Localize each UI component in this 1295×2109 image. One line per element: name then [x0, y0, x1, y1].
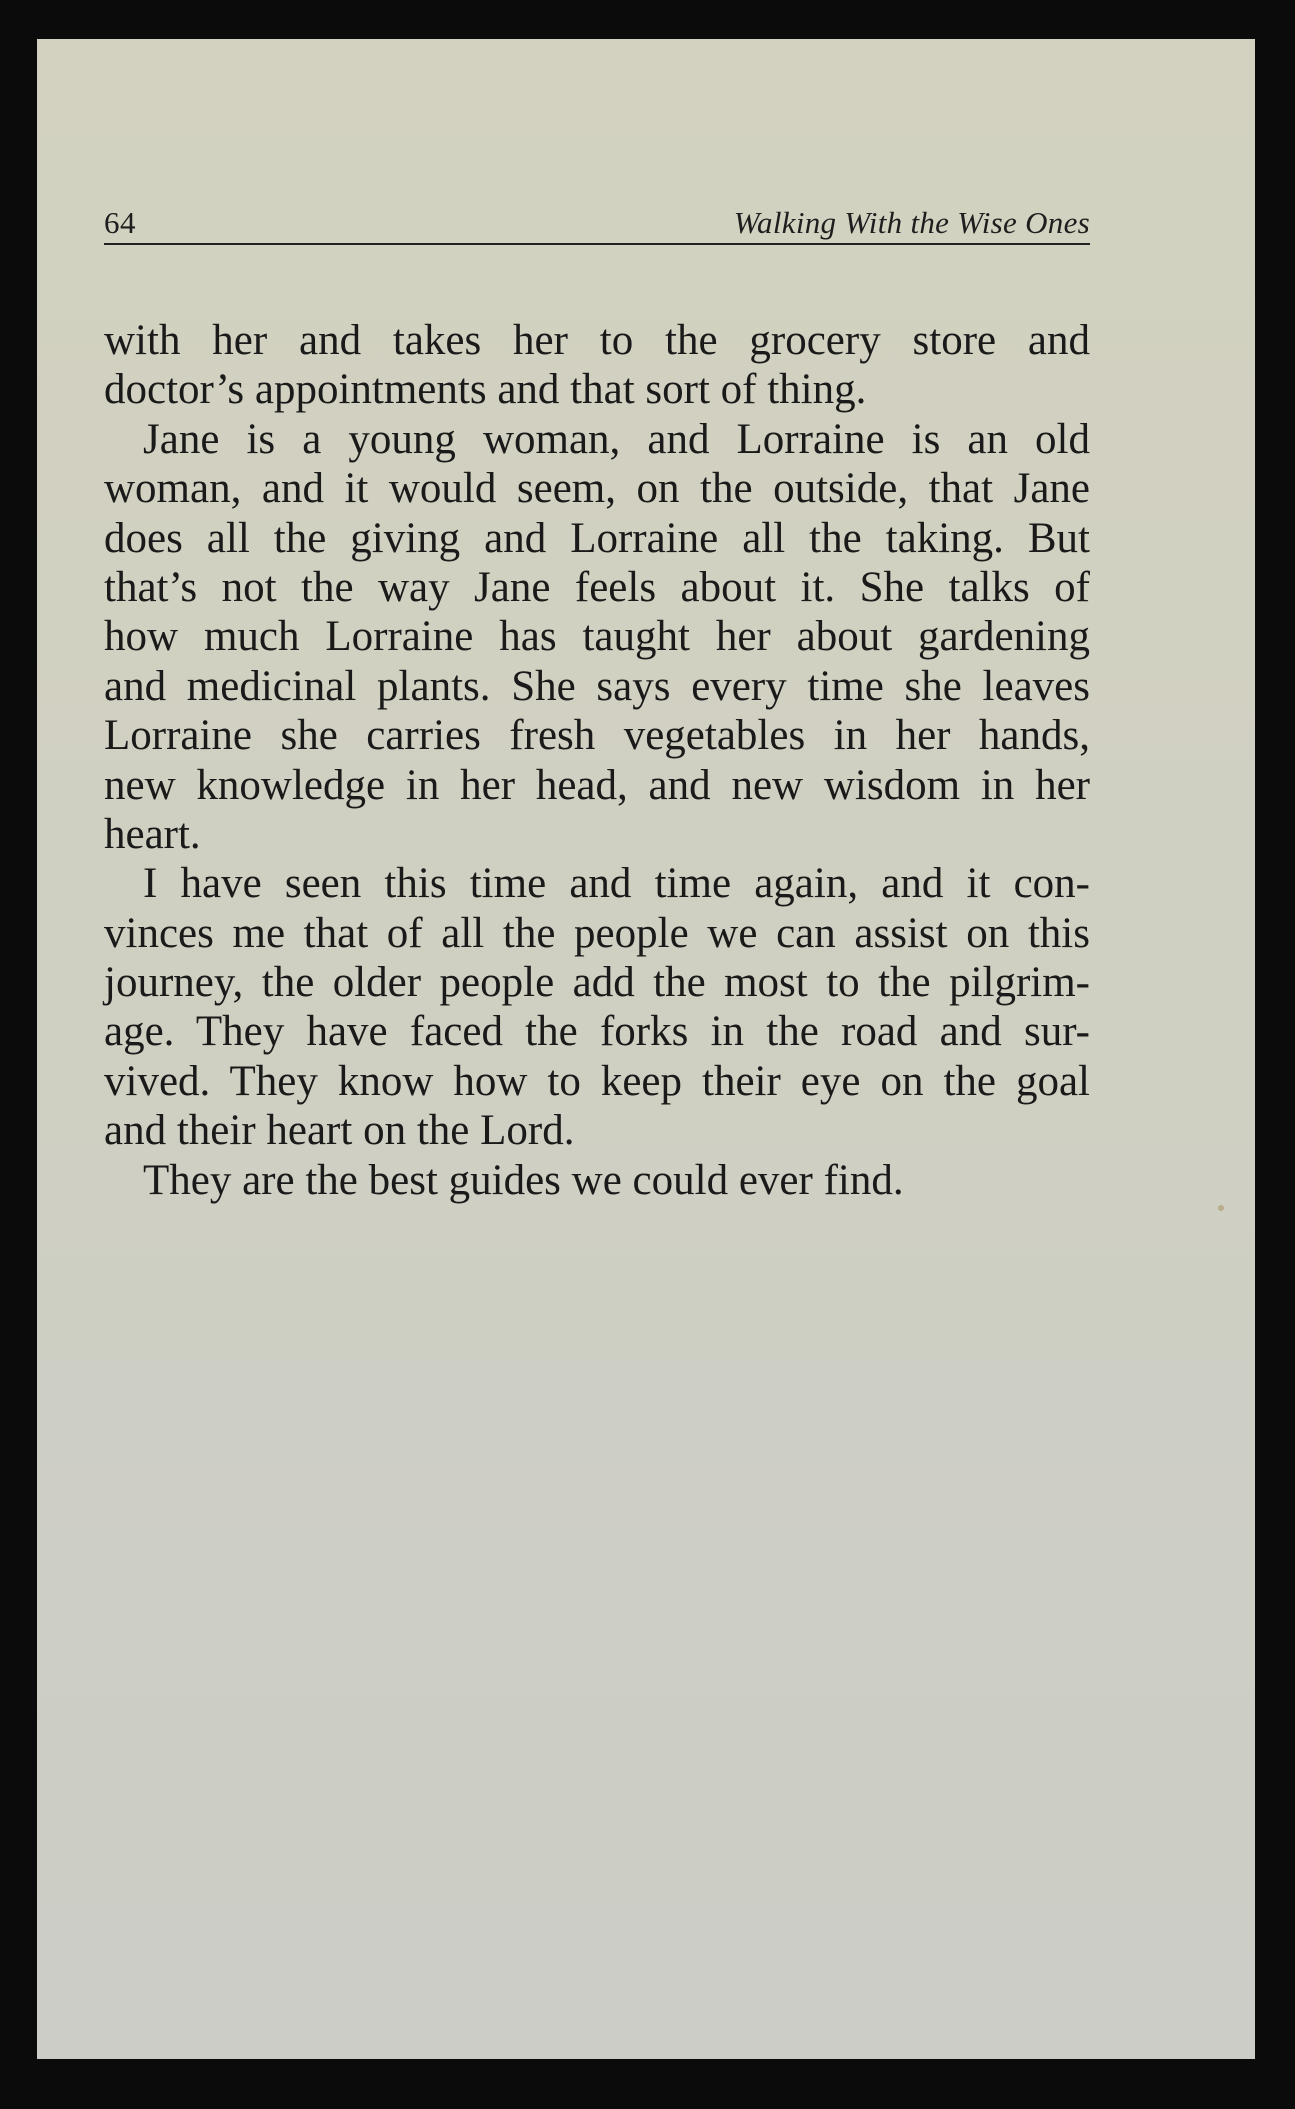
text-line: journey, the older people add the most to the pilgrim- [104, 959, 1090, 1007]
text-line: does all the giving and Lorraine all the taking. But [104, 514, 1090, 562]
text-line: and medicinal plants. She says every time she leaves [104, 662, 1090, 710]
text-line: and their heart on the Lord. [104, 1107, 575, 1155]
text-line: with her and takes her to the grocery store and [104, 317, 1090, 364]
body-text [104, 316, 1090, 1205]
page-header [104, 203, 1090, 245]
text-line: vived. They know how to keep their eye on the goal [104, 1057, 1090, 1105]
text-line: vinces me that of all the people we can assist on this [104, 909, 1090, 957]
paragraph-first-line: Jane is a young woman, and Lorraine is an old [143, 415, 1090, 463]
text-line: how much Lorraine has taught her about gardening [104, 613, 1090, 661]
text-line: doctor’s appointments and that sort of thing. [104, 366, 867, 414]
running-title: Walking With the Wise Ones [733, 205, 1090, 240]
paragraph-first-line: They are the best guides we could ever find. [143, 1156, 904, 1204]
text-line: woman, and it would seem, on the outside, that Jane [104, 465, 1090, 513]
text-line: heart. [104, 810, 201, 858]
text-line: that’s not the way Jane feels about it. She talks of [104, 563, 1090, 611]
text-line: age. They have faced the forks in the road and sur- [104, 1008, 1090, 1056]
text-line: Lorraine she carries fresh vegetables in her hands, [104, 712, 1090, 760]
text-line: new knowledge in her head, and new wisdom in her [104, 761, 1090, 809]
paper-speck [1218, 1205, 1224, 1211]
page-number: 64 [104, 205, 136, 240]
paragraph-first-line: I have seen this time and time again, and it con- [143, 860, 1090, 908]
